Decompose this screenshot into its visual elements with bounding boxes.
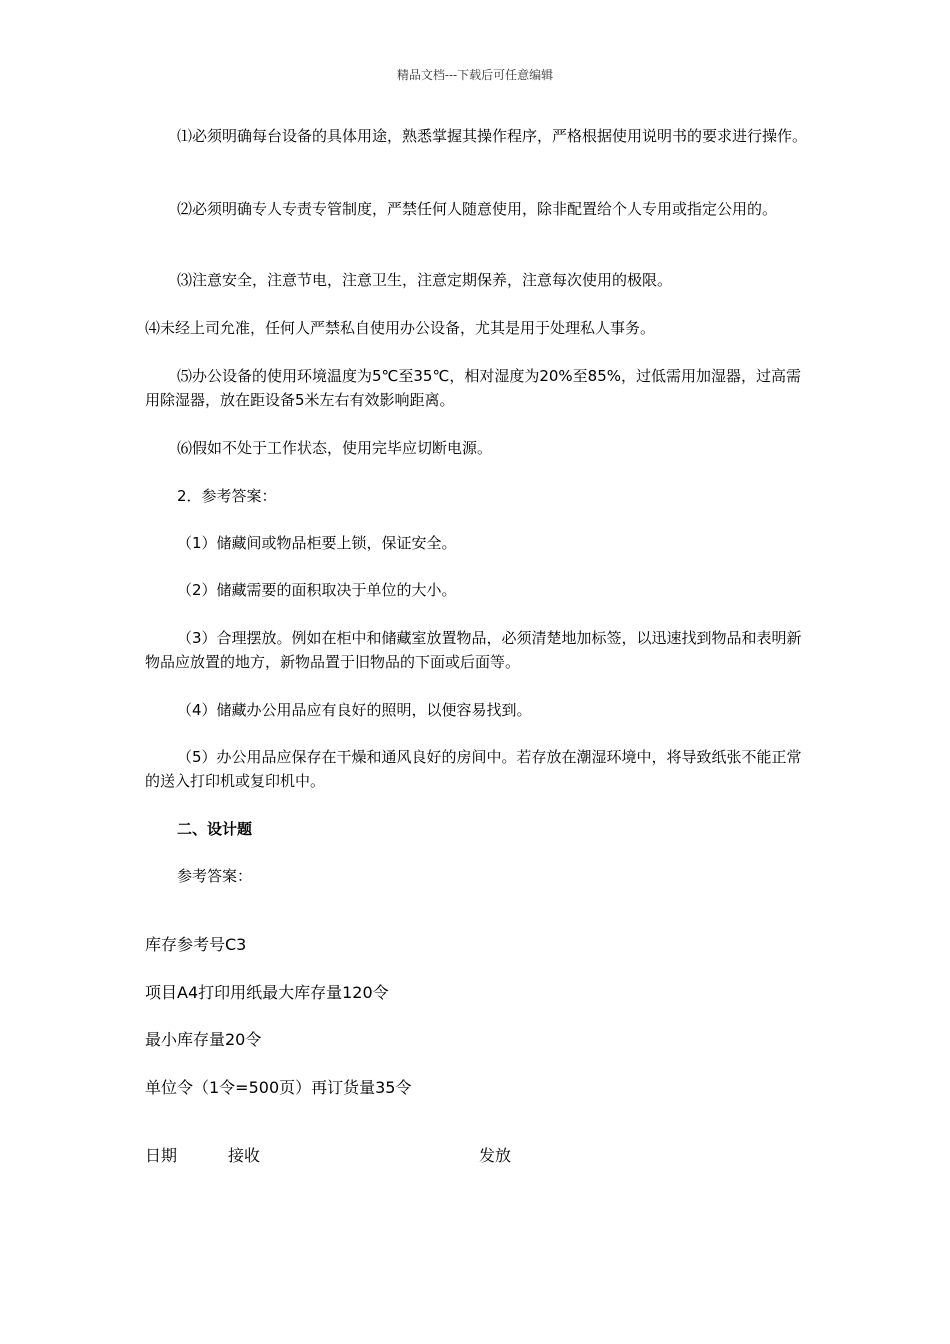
stock-unit: 单位令（1令=500页）再订货量35令 — [145, 1078, 412, 1097]
table-header-date: 日期 — [145, 1146, 178, 1165]
stock-ref: 库存参考号C3 — [145, 935, 247, 954]
paragraph-12: （5）办公用品应保存在干燥和通风良好的房间中。若存放在潮湿环境中，将导致纸张不能正常的送入打印机或复印机中。 — [145, 748, 802, 790]
paragraph-4: ⑷未经上司允准，任何人严禁私自使用办公设备，尤其是用于处理私人事务。 — [145, 319, 656, 337]
paragraph-9: （2）储藏需要的面积取决于单位的大小。 — [177, 581, 457, 599]
paragraph-8: （1）储藏间或物品柜要上锁，保证安全。 — [177, 534, 457, 552]
table-header-receive: 接收 — [228, 1146, 261, 1165]
stock-min: 最小库存量20令 — [145, 1030, 262, 1049]
paragraph-10: （3）合理摆放。例如在柜中和储藏室放置物品，必须清楚地加标签，以迅速找到物品和表明新物品应放置的地方，新物品置于旧物品的下面或后面等。 — [145, 629, 802, 671]
table-header-issue: 发放 — [479, 1146, 512, 1165]
paragraph-2: ⑵必须明确专人专责专管制度，严禁任何人随意使用，除非配置给个人专用或指定公用的。 — [177, 200, 778, 218]
paragraph-6: ⑹假如不处于工作状态，使用完毕应切断电源。 — [177, 439, 493, 457]
page-header: 精品文档---下载后可任意编辑 — [396, 68, 554, 82]
paragraph-5: ⑸办公设备的使用环境温度为5℃至35℃，相对湿度为20%至85%，过低需用加湿器，过高需用除湿器，放在距设备5米左右有效影响距离。 — [145, 367, 802, 409]
section-title: 二、设计题 — [177, 820, 253, 838]
stock-item: 项目A4打印用纸最大库存量120令 — [145, 983, 389, 1002]
answer-label: 参考答案： — [177, 867, 253, 885]
paragraph-1: ⑴必须明确每台设备的具体用途，熟悉掌握其操作程序，严格根据使用说明书的要求进行操作。 — [177, 127, 808, 145]
paragraph-7: 2．参考答案： — [177, 487, 277, 505]
paragraph-11: （4）储藏办公用品应有良好的照明，以便容易找到。 — [177, 701, 532, 719]
paragraph-3: ⑶注意安全，注意节电，注意卫生，注意定期保养，注意每次使用的极限。 — [177, 271, 673, 289]
